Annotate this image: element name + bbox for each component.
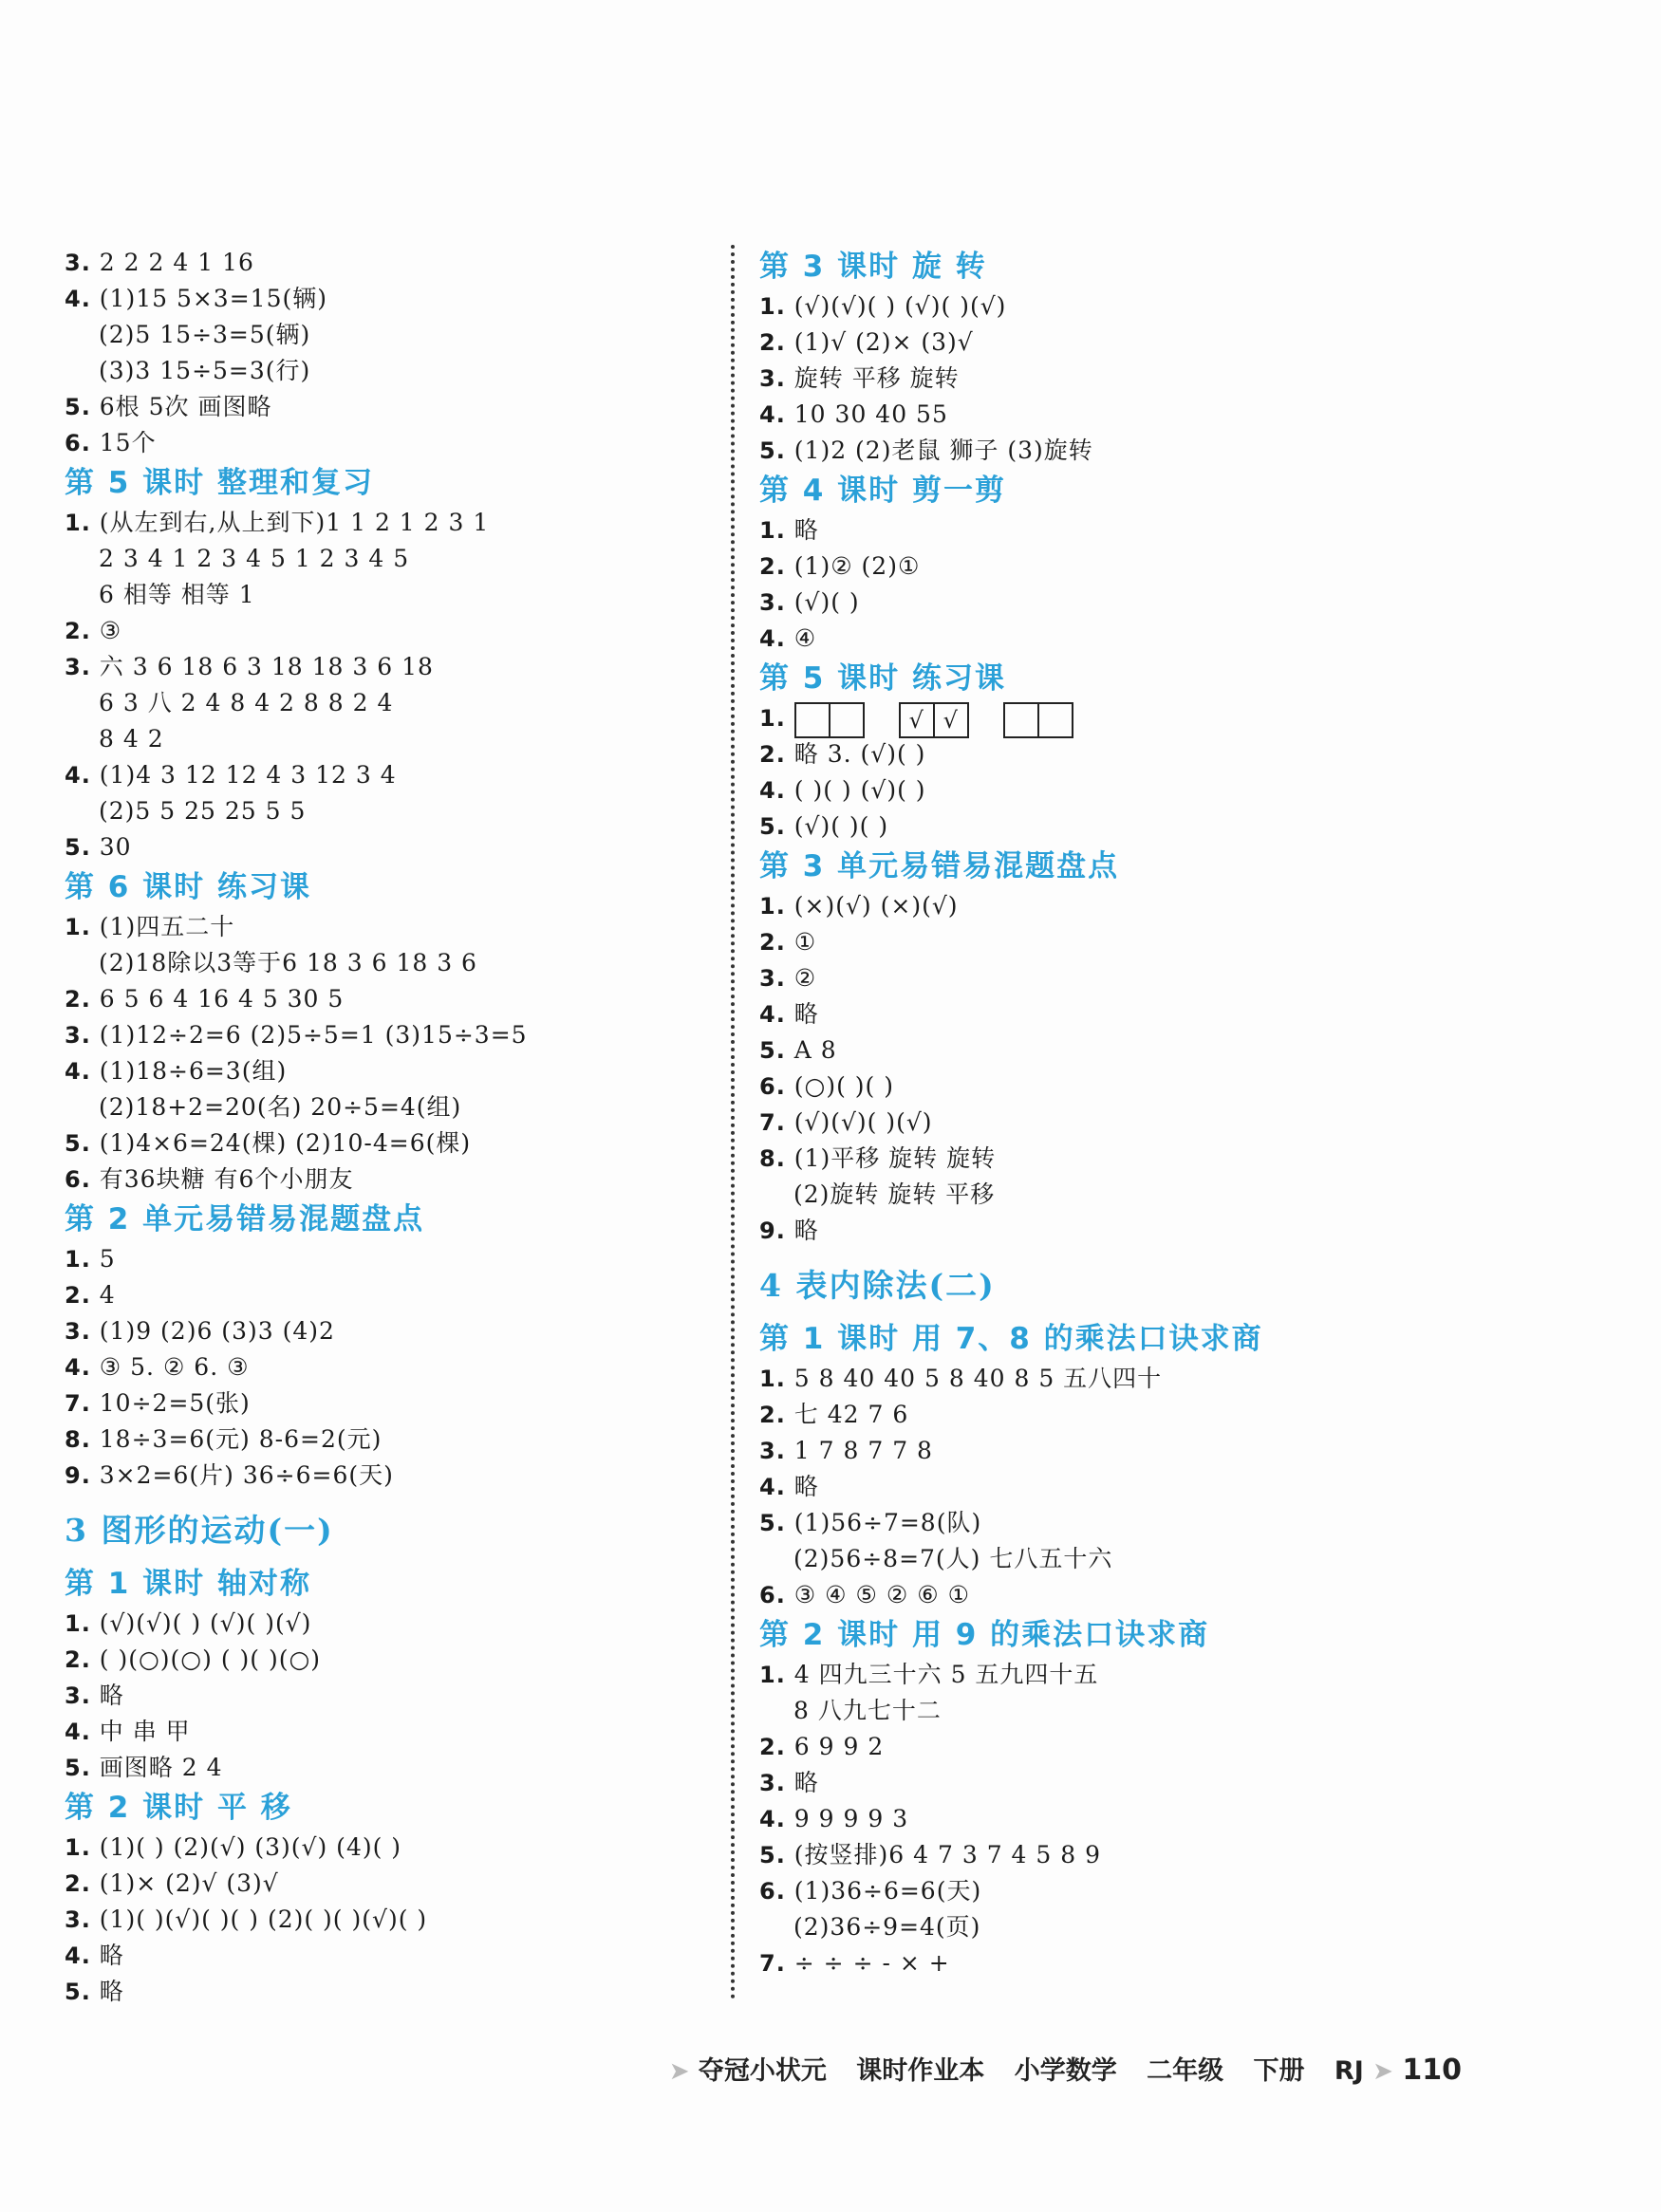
section-heading: 第 2 单元易错易混题盘点 xyxy=(65,1202,425,1236)
answer-text: (1)√ (2)× (3)√ xyxy=(793,328,974,356)
question-number: 2. xyxy=(759,329,786,356)
question-number: 3. xyxy=(65,1022,91,1049)
answer-line xyxy=(759,1505,1424,1541)
arrow-icon: ➤ xyxy=(668,2057,690,2086)
answer-text: (○)( )( ) xyxy=(793,1072,895,1100)
answer-line xyxy=(759,585,1424,621)
question-number: 2. xyxy=(65,1282,91,1309)
answer-line xyxy=(759,1141,1424,1177)
answer-line xyxy=(759,736,1424,772)
answer-line xyxy=(759,1433,1424,1469)
answer-continuation: (2)18除以3等于6 18 3 6 18 3 6 xyxy=(99,949,477,976)
answer-line xyxy=(65,981,710,1017)
question-number: 4. xyxy=(759,1001,786,1028)
answer-box: √ xyxy=(899,702,935,738)
answer-text: 略 xyxy=(793,516,819,544)
answer-line xyxy=(759,512,1424,548)
answer-text: 略 xyxy=(793,1769,819,1796)
question-number: 5. xyxy=(65,1130,91,1157)
answer-text: (从左到右,从上到下)1 1 2 1 2 3 1 xyxy=(99,509,490,536)
question-number: 5. xyxy=(759,1510,786,1536)
footer-volume: 下册 xyxy=(1253,2056,1305,2086)
answer-text: A 8 xyxy=(793,1036,837,1064)
answer-continuation: (2)旋转 旋转 平移 xyxy=(793,1180,996,1208)
question-number: 5. xyxy=(65,394,91,420)
question-number: 4. xyxy=(65,1942,91,1969)
answer-text: 略 xyxy=(99,1978,124,2005)
question-number: 5. xyxy=(759,1037,786,1064)
left-column xyxy=(65,245,710,2010)
answer-text: ( )( ) (√)( ) xyxy=(793,776,926,804)
answer-text: ③ xyxy=(99,617,122,644)
question-number: 6. xyxy=(759,1878,786,1905)
answer-line xyxy=(759,1577,1424,1613)
answer-text: (√)( )( ) xyxy=(793,812,889,840)
question-number: 2. xyxy=(759,929,786,956)
question-number: 7. xyxy=(759,1109,786,1136)
question-number: 1. xyxy=(759,705,786,732)
question-number: 3. xyxy=(65,1318,91,1345)
question-number: 1. xyxy=(65,1246,91,1273)
answer-text: (1)平移 旋转 旋转 xyxy=(793,1144,997,1172)
answer-line xyxy=(759,325,1424,361)
answer-line xyxy=(759,1469,1424,1505)
answer-text: (1)② (2)① xyxy=(793,552,921,580)
answer-line xyxy=(65,1830,710,1866)
question-number: 3. xyxy=(65,654,91,680)
answer-continuation: (3)3 15÷5=3(行) xyxy=(99,357,311,384)
answer-text: ÷ ÷ ÷ - × + xyxy=(793,1949,950,1977)
answer-text: 略 xyxy=(99,1682,124,1709)
question-number: 3. xyxy=(759,365,786,392)
question-number: 7. xyxy=(65,1390,91,1417)
question-number: 3. xyxy=(65,1906,91,1933)
answer-line xyxy=(65,1902,710,1938)
answer-continuation: (2)5 15÷3=5(辆) xyxy=(99,321,311,348)
answer-line xyxy=(759,1873,1424,1909)
answer-text: 略 xyxy=(99,1942,124,1969)
answer-line xyxy=(65,1938,710,1974)
question-number: 4. xyxy=(759,1806,786,1832)
answer-continuation: 6 3 八 2 4 8 4 2 8 8 2 4 xyxy=(99,689,394,716)
answer-text: 5 xyxy=(99,1245,116,1273)
answer-text: 6 5 6 4 16 4 5 30 5 xyxy=(99,985,345,1013)
answer-text: 画图略 2 4 xyxy=(99,1754,223,1781)
answer-line xyxy=(65,1313,710,1349)
answer-text: (√)(√)( ) (√)( )(√) xyxy=(99,1609,312,1637)
section-heading: 第 3 单元易错易混题盘点 xyxy=(759,849,1120,883)
question-number: 4. xyxy=(65,1354,91,1381)
answer-text: 10÷2=5(张) xyxy=(99,1389,251,1417)
answer-text: 2 2 2 4 1 16 xyxy=(99,249,254,276)
arrow-icon: ➤ xyxy=(1372,2057,1393,2086)
answer-line xyxy=(65,1349,710,1385)
question-number: 4. xyxy=(65,1058,91,1085)
answer-line xyxy=(759,397,1424,433)
answer-text: (1)( )(√)( )( ) (2)( )( )(√)( ) xyxy=(99,1905,428,1933)
answer-continuation: (2)56÷8=7(人) 七八五十六 xyxy=(793,1545,1113,1572)
answer-text: 旋转 平移 旋转 xyxy=(793,364,960,392)
answer-line xyxy=(65,1241,710,1277)
answer-text: 10 30 40 55 xyxy=(793,400,948,428)
question-number: 1. xyxy=(759,1366,786,1392)
answer-text: 1 7 8 7 7 8 xyxy=(793,1437,933,1464)
question-number: 9. xyxy=(65,1462,91,1489)
answer-line xyxy=(65,389,710,425)
answer-text: ② xyxy=(793,964,817,992)
question-number: 4. xyxy=(65,286,91,312)
answer-text: 略 xyxy=(793,1473,819,1500)
answer-text: 6根 5次 画图略 xyxy=(99,393,272,420)
answer-line xyxy=(759,1801,1424,1837)
question-number: 6. xyxy=(65,1166,91,1193)
answer-text: (1)15 5×3=15(辆) xyxy=(99,285,327,312)
question-number: 5. xyxy=(759,813,786,840)
section-heading: 第 1 课时 用 7、8 的乘法口诀求商 xyxy=(759,1322,1263,1356)
answer-line xyxy=(65,281,710,317)
question-number: 3. xyxy=(65,1682,91,1709)
question-number: 6. xyxy=(65,430,91,456)
question-number: 3. xyxy=(759,965,786,992)
unit-title: 3 图形的运动(一) xyxy=(65,1512,334,1549)
answer-line xyxy=(65,425,710,461)
question-number: 2. xyxy=(759,741,786,768)
answer-text: (1)12÷2=6 (2)5÷5=1 (3)15÷3=5 xyxy=(99,1021,528,1049)
question-number: 4. xyxy=(65,762,91,789)
answer-line xyxy=(759,1069,1424,1105)
answer-box xyxy=(830,702,865,738)
answer-text: (1)4×6=24(棵) (2)10-4=6(棵) xyxy=(99,1129,472,1157)
answer-line xyxy=(759,1729,1424,1765)
answer-line xyxy=(759,700,1424,736)
answer-box-group xyxy=(899,701,969,739)
page-number: 110 xyxy=(1402,2054,1462,2087)
question-number: 4. xyxy=(759,625,786,652)
question-number: 8. xyxy=(65,1426,91,1453)
answer-line xyxy=(65,1678,710,1714)
answer-text: 六 3 6 18 6 3 18 18 3 6 18 xyxy=(99,653,434,680)
answer-line xyxy=(759,433,1424,469)
answer-line xyxy=(759,1945,1424,1981)
section-heading: 第 3 课时 旋 转 xyxy=(759,250,987,284)
question-number: 3. xyxy=(65,250,91,276)
question-number: 7. xyxy=(759,1950,786,1977)
answer-text: (√)(√)( )(√) xyxy=(793,1108,933,1136)
answer-line xyxy=(759,996,1424,1032)
question-number: 2. xyxy=(759,553,786,580)
answer-text: 30 xyxy=(99,833,132,861)
answer-line xyxy=(759,809,1424,845)
question-number: 5. xyxy=(65,1755,91,1781)
answer-box xyxy=(1039,702,1073,738)
answer-line xyxy=(759,888,1424,924)
footer-grade: 二年级 xyxy=(1147,2056,1224,2086)
answer-line xyxy=(759,1765,1424,1801)
answer-text: (按竖排)6 4 7 3 7 4 5 8 9 xyxy=(793,1841,1102,1868)
answer-line xyxy=(65,505,710,541)
answer-continuation: (2)5 5 25 25 5 5 xyxy=(99,797,307,825)
question-number: 2. xyxy=(65,1870,91,1897)
footer-edition: RJ xyxy=(1334,2056,1364,2086)
answer-text: 中 串 甲 xyxy=(99,1718,191,1745)
answer-line xyxy=(759,621,1424,657)
answer-line xyxy=(759,1032,1424,1069)
question-number: 1. xyxy=(65,1610,91,1637)
question-number: 2. xyxy=(65,986,91,1013)
answer-text: 略 xyxy=(793,1217,819,1244)
answer-text: 七 42 7 6 xyxy=(793,1401,909,1428)
answer-text: (×)(√) (×)(√) xyxy=(793,892,959,920)
question-number: 4. xyxy=(759,401,786,428)
answer-line xyxy=(65,829,710,865)
section-heading: 第 5 课时 练习课 xyxy=(759,661,1006,696)
answer-line xyxy=(759,772,1424,809)
right-column xyxy=(759,245,1424,1981)
answer-line xyxy=(65,613,710,649)
answer-line xyxy=(759,548,1424,585)
answer-text: 3×2=6(片) 36÷6=6(天) xyxy=(99,1461,394,1489)
answer-text: 15个 xyxy=(99,429,157,456)
question-number: 1. xyxy=(759,517,786,544)
answer-line xyxy=(759,1397,1424,1433)
answer-text: 略 xyxy=(793,1000,819,1028)
answer-text: (√)( ) xyxy=(793,588,860,616)
section-heading: 第 6 课时 练习课 xyxy=(65,870,311,904)
answer-text: ( )(○)(○) ( )( )(○) xyxy=(99,1645,322,1673)
answer-line xyxy=(759,1213,1424,1249)
answer-line xyxy=(65,1277,710,1313)
answer-line xyxy=(759,960,1424,996)
question-number: 5. xyxy=(65,834,91,861)
answer-continuation: 6 相等 相等 1 xyxy=(99,581,255,608)
answer-line xyxy=(759,1361,1424,1397)
question-number: 2. xyxy=(759,1734,786,1760)
answer-line xyxy=(65,757,710,793)
answer-text: ③ ④ ⑤ ② ⑥ ① xyxy=(793,1581,970,1608)
answer-line xyxy=(65,1125,710,1162)
answer-continuation: 8 4 2 xyxy=(99,725,164,753)
section-heading: 第 2 课时 用 9 的乘法口诀求商 xyxy=(759,1618,1210,1652)
answer-line xyxy=(65,1053,710,1089)
answer-box-group xyxy=(794,701,865,739)
section-heading: 第 1 课时 轴对称 xyxy=(65,1567,311,1601)
answer-box-group xyxy=(1003,701,1073,739)
answer-text: 略 3. (√)( ) xyxy=(793,740,926,768)
answer-text: 9 9 9 9 3 xyxy=(793,1805,909,1832)
section-heading: 第 5 课时 整理和复习 xyxy=(65,466,374,500)
answer-text: ④ xyxy=(793,624,817,652)
answer-text: ① xyxy=(793,928,817,956)
answer-line xyxy=(65,1866,710,1902)
answer-line xyxy=(65,1458,710,1494)
answer-continuation: (2)36÷9=4(页) xyxy=(793,1913,981,1941)
answer-line xyxy=(65,245,710,281)
answer-text: 18÷3=6(元) 8-6=2(元) xyxy=(99,1425,383,1453)
answer-text: 4 四九三十六 5 五九四十五 xyxy=(793,1661,1099,1688)
section-heading: 第 4 课时 剪一剪 xyxy=(759,474,1006,508)
answer-box xyxy=(1003,702,1039,738)
answer-line xyxy=(65,1162,710,1198)
answer-line xyxy=(65,1750,710,1786)
answer-text: (1)四五二十 xyxy=(99,913,235,940)
unit-title: 4 表内除法(二) xyxy=(759,1267,996,1304)
answer-continuation: (2)18+2=20(名) 20÷5=4(组) xyxy=(99,1093,462,1121)
answer-line xyxy=(65,1385,710,1422)
question-number: 4. xyxy=(759,1474,786,1500)
question-number: 3. xyxy=(759,1770,786,1796)
answer-line xyxy=(759,288,1424,325)
question-number: 2. xyxy=(65,618,91,644)
question-number: 8. xyxy=(759,1145,786,1172)
question-number: 4. xyxy=(65,1719,91,1745)
page-footer xyxy=(669,2048,1462,2093)
footer-series: 课时作业本 xyxy=(856,2056,985,2086)
question-number: 1. xyxy=(65,914,91,940)
column-divider xyxy=(731,245,735,2000)
question-number: 1. xyxy=(759,893,786,920)
answer-line xyxy=(65,1714,710,1750)
answer-text: (1)9 (2)6 (3)3 (4)2 xyxy=(99,1317,335,1345)
answer-continuation: 8 八九七十二 xyxy=(793,1697,942,1724)
answer-text: (1)56÷7=8(队) xyxy=(793,1509,982,1536)
answer-text: (1)36÷6=6(天) xyxy=(793,1877,982,1905)
question-number: 5. xyxy=(759,437,786,464)
question-number: 5. xyxy=(65,1979,91,2005)
question-number: 5. xyxy=(759,1842,786,1868)
footer-subject: 小学数学 xyxy=(1014,2056,1117,2086)
answer-text: (1)( ) (2)(√) (3)(√) (4)( ) xyxy=(99,1833,402,1861)
question-number: 2. xyxy=(759,1402,786,1428)
answer-text: (1)× (2)√ (3)√ xyxy=(99,1869,279,1897)
answer-text: (1)18÷6=3(组) xyxy=(99,1057,288,1085)
answer-text: (1)2 (2)老鼠 狮子 (3)旋转 xyxy=(793,437,1093,464)
question-number: 1. xyxy=(65,510,91,536)
question-number: 1. xyxy=(759,293,786,320)
question-number: 9. xyxy=(759,1218,786,1244)
question-number: 3. xyxy=(759,1438,786,1464)
answer-text: (√)(√)( ) (√)( )(√) xyxy=(793,292,1007,320)
answer-line xyxy=(759,924,1424,960)
question-number: 1. xyxy=(65,1834,91,1861)
footer-brand: 夺冠小状元 xyxy=(698,2056,827,2086)
answer-text: 有36块糖 有6个小朋友 xyxy=(99,1165,354,1193)
answer-text: 5 8 40 40 5 8 40 8 5 五八四十 xyxy=(793,1365,1163,1392)
answer-line xyxy=(759,361,1424,397)
question-number: 2. xyxy=(65,1646,91,1673)
question-number: 6. xyxy=(759,1582,786,1608)
answer-line xyxy=(65,1974,710,2010)
question-number: 3. xyxy=(759,589,786,616)
answer-line xyxy=(65,1642,710,1678)
answer-box: √ xyxy=(935,702,969,738)
answer-line xyxy=(65,1606,710,1642)
answer-box xyxy=(794,702,830,738)
question-number: 1. xyxy=(759,1662,786,1688)
answer-line xyxy=(65,909,710,945)
answer-line xyxy=(759,1657,1424,1693)
answer-text: 6 9 9 2 xyxy=(793,1733,885,1760)
section-heading: 第 2 课时 平 移 xyxy=(65,1791,292,1825)
answer-line xyxy=(65,649,710,685)
answer-text: (1)4 3 12 12 4 3 12 3 4 xyxy=(99,761,397,789)
answer-line xyxy=(759,1105,1424,1141)
answer-line xyxy=(65,1422,710,1458)
answer-line xyxy=(759,1837,1424,1873)
answer-text: ③ 5. ② 6. ③ xyxy=(99,1353,250,1381)
question-number: 4. xyxy=(759,777,786,804)
answer-line xyxy=(65,1017,710,1053)
answer-continuation: 2 3 4 1 2 3 4 5 1 2 3 4 5 xyxy=(99,545,410,572)
question-number: 6. xyxy=(759,1073,786,1100)
answer-text: 4 xyxy=(99,1281,116,1309)
